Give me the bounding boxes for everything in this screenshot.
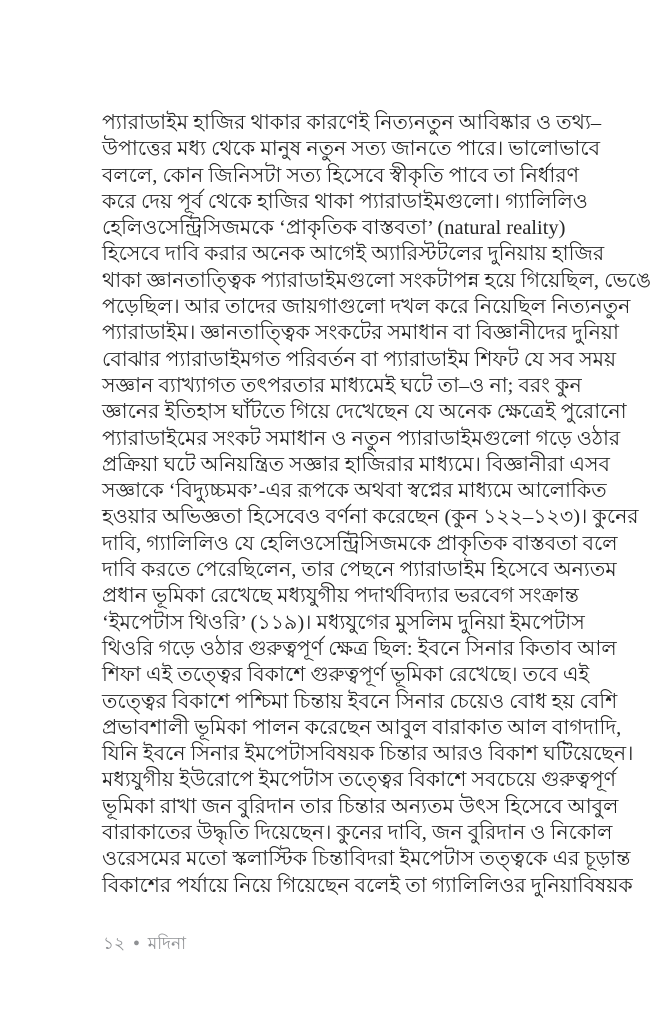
text-line: উপাত্তের মধ্য থেকে মানুষ নতুন সত্য জানতে পারে। ভালোভাবে bbox=[102, 138, 600, 161]
text-line: প্রধান ভূমিকা রেখেছে মধ্যযুগীয় পদার্থবিদ্যার ভরবেগ সংক্রান্ত bbox=[102, 585, 579, 608]
text-line: বিকাশের পর্যায়ে নিয়ে গিয়েছেন বলেই তা গ্যালিলিওর দুনিয়াবিষয়ক bbox=[102, 874, 633, 897]
page-footer bbox=[103, 932, 186, 956]
text-line: বোঝার প্যারাডাইমগত পরিবর্তন বা প্যারাডাইম শিফট যে সব সময় bbox=[102, 348, 617, 371]
text-line: সজ্ঞান ব্যাখ্যাগত তৎপরতার মাধ্যমেই ঘটে তা–ও না; বরং কুন bbox=[102, 374, 582, 397]
text-line: হওয়ার অভিজ্ঞতা হিসেবেও বর্ণনা করেছেন (কুন ১২২–১২৩)। কুনের bbox=[102, 506, 639, 529]
text-line: জ্ঞানের ইতিহাস ঘাঁটতে গিয়ে দেখেছেন যে অনেক ক্ষেত্রেই পুরোনো bbox=[102, 401, 627, 424]
text-line: যিনি ইবনে সিনার ইমপেটাসবিষয়ক চিন্তার আরও বিকাশ ঘটিয়েছেন। bbox=[102, 743, 634, 766]
text-line: থাকা জ্ঞানতাত্ত্বিক প্যারাডাইমগুলো সংকটাপন্ন হয়ে গিয়েছিল, ভেঙে bbox=[102, 269, 651, 292]
text-line: পড়েছিল। আর তাদের জায়গাগুলো দখল করে নিয়েছিল নিত্যনতুন bbox=[102, 296, 631, 319]
text-line: করে দেয় পূর্ব থেকে হাজির থাকা প্যারাডাইমগুলো। গ্যালিলিও bbox=[102, 190, 588, 213]
text-line: ওরেসমের মতো স্কলাস্টিক চিন্তাবিদরা ইমপেটাস তত্ত্বকে এর চূড়ান্ত bbox=[102, 848, 631, 871]
footer-separator-dot-icon: ● bbox=[133, 937, 140, 949]
text-line: শিফা এই তত্ত্বের বিকাশে গুরুত্বপূর্ণ ভূমিকা রেখেছে। তবে এই bbox=[102, 664, 590, 687]
text-line: মধ্যযুগীয় ইউরোপে ইমপেটাস তত্ত্বের বিকাশে সবচেয়ে গুরুত্বপূর্ণ bbox=[102, 769, 617, 792]
text-line: সজ্ঞাকে ‘বিদ্যুচ্চমক’-এর রূপকে অথবা স্বপ্নের মাধ্যমে আলোকিত bbox=[102, 480, 607, 503]
text-line: প্যারাডাইম। জ্ঞানতাত্ত্বিক সংকটের সমাধান বা বিজ্ঞানীদের দুনিয়া bbox=[102, 322, 619, 345]
text-line: দাবি, গ্যালিলিও যে হেলিওসেন্ট্রিসিজমকে প্রাকৃতিক বাস্তবতা বলে bbox=[102, 532, 618, 555]
text-line: ‘ইমপেটাস থিওরি’ (১১৯)। মধ্যযুগের মুসলিম দুনিয়া ইমপেটাস bbox=[102, 611, 585, 634]
text-line: প্যারাডাইম হাজির থাকার কারণেই নিত্যনতুন আবিষ্কার ও তথ্য– bbox=[102, 112, 602, 134]
text-line: প্যারাডাইমের সংকট সমাধান ও নতুন প্যারাডাইমগুলো গড়ে ওঠার bbox=[102, 427, 621, 450]
text-line: হিসেবে দাবি করার অনেক আগেই অ্যারিস্টটলের দুনিয়ায় হাজির bbox=[102, 243, 605, 266]
text-line: প্রক্রিয়া ঘটে অনিয়ন্ত্রিত সজ্ঞার হাজিরার মাধ্যমে। বিজ্ঞানীরা এসব bbox=[102, 453, 610, 476]
text-line: দাবি করতে পেরেছিলেন, তার পেছনে প্যারাডাইম হিসেবে অন্যতম bbox=[102, 559, 617, 582]
text-line: ভূমিকা রাখা জন বুরিদান তার চিন্তার অন্যতম উৎস হিসেবে আবুল bbox=[102, 795, 619, 818]
page-number: ১২ bbox=[103, 934, 126, 953]
text-line: হেলিওসেন্ট্রিসিজমকে ‘প্রাকৃতিক বাস্তবতা’ (natural reality) bbox=[102, 217, 566, 240]
text-line: প্রভাবশালী ভূমিকা পালন করেছেন আবুল বারাকাত আল বাগদাদি, bbox=[102, 716, 622, 739]
text-line: তত্ত্বের বিকাশে পশ্চিমা চিন্তায় ইবনে সিনার চেয়েও বোধ হয় বেশি bbox=[102, 690, 618, 713]
text-line: বারাকাতের উদ্ধৃতি দিয়েছেন। কুনের দাবি, জন বুরিদান ও নিকোল bbox=[102, 822, 613, 845]
text-line: বললে, কোন জিনিসটা সত্য হিসেবে স্বীকৃতি পাবে তা নির্ধারণ bbox=[102, 164, 580, 187]
text-line: থিওরি গড়ে ওঠার গুরুত্বপূর্ণ ক্ষেত্র ছিল: ইবনে সিনার কিতাব আল bbox=[102, 637, 617, 660]
body-text bbox=[102, 110, 651, 899]
book-title: মদিনা bbox=[147, 934, 187, 953]
